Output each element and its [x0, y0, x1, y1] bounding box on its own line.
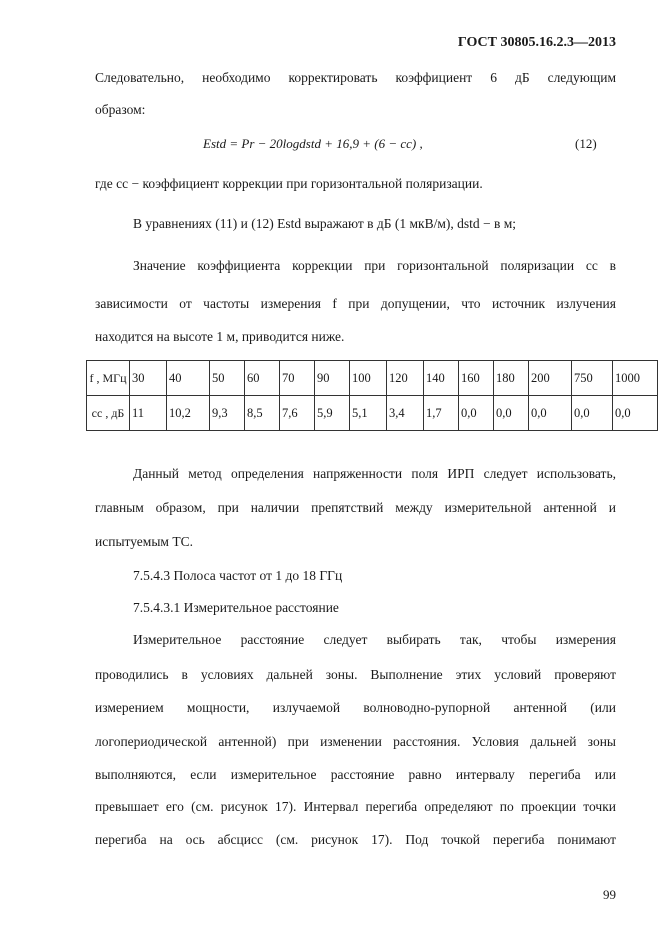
- paragraph-line: Значение коэффициента коррекции при горизонтальной поляризации cc в: [133, 258, 616, 273]
- paragraph-line: находится на высоте 1 м, приводится ниже.: [95, 329, 345, 344]
- correction-cell: 5,9: [315, 396, 350, 431]
- frequency-cell: 160: [459, 361, 494, 396]
- paragraph-line: Следовательно, необходимо корректировать коэффициент 6 дБ следующим: [95, 70, 616, 85]
- frequency-cell: 140: [424, 361, 459, 396]
- correction-cell: 0,0: [613, 396, 658, 431]
- correction-table: [86, 360, 658, 431]
- correction-cell: 9,3: [210, 396, 245, 431]
- paragraph-line: Измерительное расстояние следует выбирать так, чтобы измерения: [133, 632, 616, 647]
- paragraph-line: превышает его (см. рисунок 17). Интервал перегиба определяют по проекции точки: [95, 799, 616, 814]
- paragraph-line: выполняются, если измерительное расстояние равно интервалу перегиба или: [95, 767, 616, 782]
- correction-cell: 5,1: [350, 396, 387, 431]
- frequency-cell: 30: [130, 361, 167, 396]
- correction-cell: 10,2: [167, 396, 210, 431]
- where-line: где cc − коэффициент коррекции при горизонтальной поляризации.: [95, 176, 483, 191]
- frequency-cell: 100: [350, 361, 387, 396]
- correction-cell: 0,0: [494, 396, 529, 431]
- correction-cell: 3,4: [387, 396, 424, 431]
- paragraph-line: образом:: [95, 102, 146, 117]
- frequency-cell: 50: [210, 361, 245, 396]
- frequency-cell: 1000: [613, 361, 658, 396]
- units-line: В уравнениях (11) и (12) Estd выражают в дБ (1 мкВ/м), dstd − в м;: [133, 216, 517, 231]
- paragraph-line: испытуемым ТС.: [95, 534, 193, 549]
- table-row: [87, 361, 658, 396]
- frequency-cell: 40: [167, 361, 210, 396]
- correction-cell: 0,0: [459, 396, 494, 431]
- correction-cell: 1,7: [424, 396, 459, 431]
- paragraph-line: проводились в условиях дальней зоны. Выполнение этих условий проверяют: [95, 667, 616, 682]
- correction-cell: 0,0: [529, 396, 572, 431]
- formula-number: (12): [575, 136, 597, 151]
- frequency-cell: 200: [529, 361, 572, 396]
- frequency-cell: 180: [494, 361, 529, 396]
- paragraph-line: логопериодической антенной) при изменении расстояния. Условия дальней зоны: [95, 734, 616, 749]
- paragraph-line: перегиба на ось абсцисс (см. рисунок 17). Под точкой перегиба понимают: [95, 832, 616, 847]
- row-header-frequency: f , МГц: [87, 361, 130, 396]
- paragraph-line: измерением мощности, излучаемой волноводно-рупорной антенной (или: [95, 700, 616, 715]
- paragraph-line: зависимости от частоты измерения f при допущении, что источник излучения: [95, 296, 616, 311]
- frequency-cell: 750: [572, 361, 613, 396]
- paragraph-line: Данный метод определения напряженности поля ИРП следует использовать,: [133, 466, 616, 481]
- paragraph-line: главным образом, при наличии препятствий между измерительной антенной и: [95, 500, 616, 515]
- frequency-cell: 70: [280, 361, 315, 396]
- frequency-cell: 60: [245, 361, 280, 396]
- document-code: ГОСТ 30805.16.2.3—2013: [457, 35, 616, 50]
- correction-cell: 11: [130, 396, 167, 431]
- row-header-correction: cc , дБ: [87, 396, 130, 431]
- correction-cell: 8,5: [245, 396, 280, 431]
- correction-cell: 0,0: [572, 396, 613, 431]
- frequency-cell: 120: [387, 361, 424, 396]
- formula-12: Estd = Pr − 20logdstd + 16,9 + (6 − cc) ,: [203, 136, 423, 151]
- page-number: 99: [603, 887, 616, 902]
- section-heading: 7.5.4.3.1 Измерительное расстояние: [133, 600, 339, 615]
- frequency-cell: 90: [315, 361, 350, 396]
- section-heading: 7.5.4.3 Полоса частот от 1 до 18 ГГц: [133, 568, 343, 583]
- correction-cell: 7,6: [280, 396, 315, 431]
- table-row: [87, 396, 658, 431]
